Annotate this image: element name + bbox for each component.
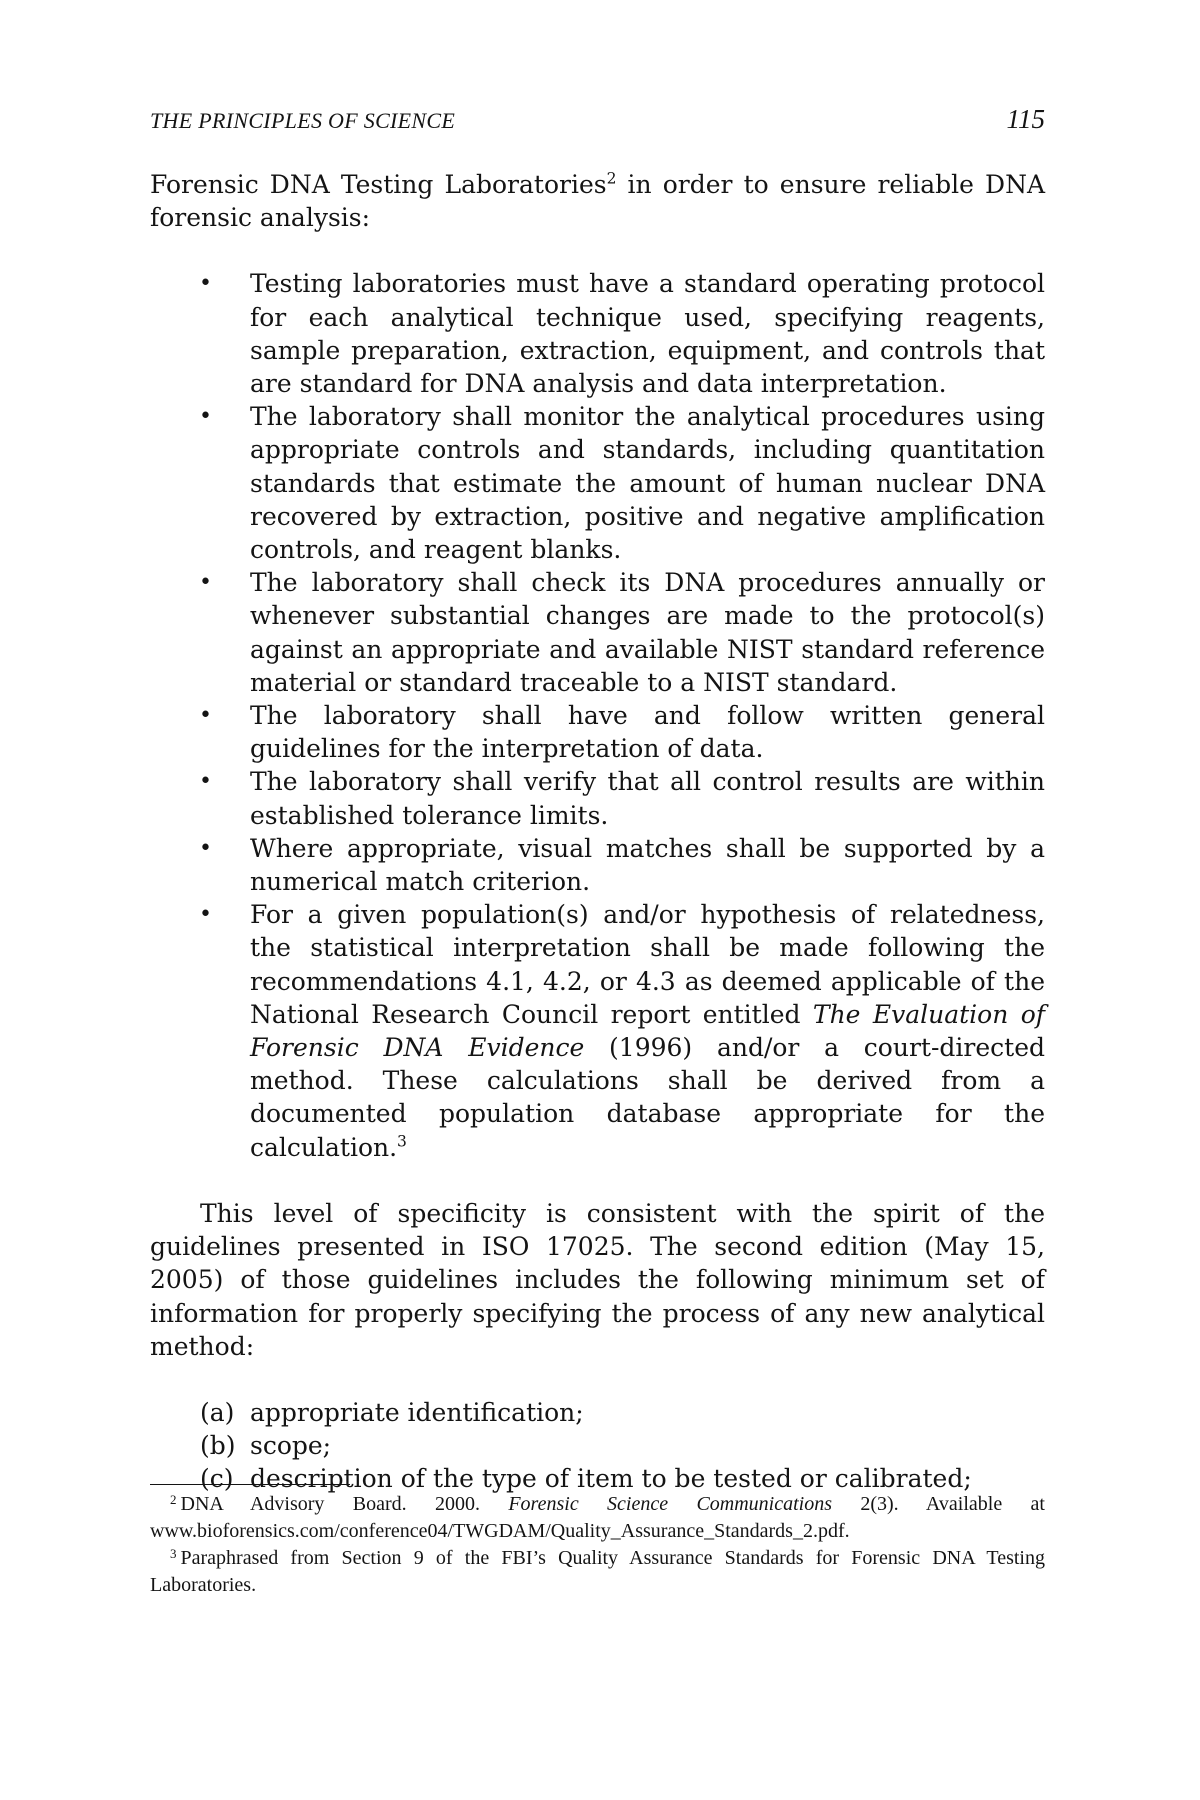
footnote-2 xyxy=(150,1491,1045,1545)
bullet-icon: • xyxy=(199,271,212,297)
enum-text: description of the type of item to be tested or calibrated; xyxy=(250,1464,972,1494)
list-item xyxy=(199,765,1045,831)
footnotes xyxy=(150,1491,1045,1599)
intro-text-after: in order to ensure reliable DNA forensic analysis: xyxy=(150,170,1045,233)
list-item xyxy=(199,400,1045,566)
intro-paragraph xyxy=(150,168,1045,234)
book-page xyxy=(150,0,1045,1800)
enum-mark: (b) xyxy=(200,1431,236,1461)
list-item xyxy=(199,699,1045,765)
bullet-icon: • xyxy=(199,570,212,596)
enum-mark: (c) xyxy=(200,1464,234,1494)
bullet-icon: • xyxy=(199,703,212,729)
footnote-ref-2[interactable]: 2 xyxy=(606,169,617,188)
list-item-text: The laboratory shall monitor the analytical procedures using appropriate controls and standards, including quantitation standards that estimate the amount of human nuclear DNA recovered by extraction, positive and negative amplification controls, and reagent blanks. xyxy=(250,402,1045,565)
list-item-text: Where appropriate, visual matches shall be supported by a numerical match criterion. xyxy=(250,833,1045,897)
report-title: The Evaluation of Forensic DNA Evidence xyxy=(250,999,1046,1063)
list-item xyxy=(199,898,1046,1164)
list-item-text-before: For a given population(s) and/or hypothesis of relatedness, the statistical interpretation shall be made following the recommendations 4.1, 4.2, or 4.3 as deemed applicable of the National Research Council report entitled xyxy=(250,900,1045,1029)
requirements-list xyxy=(150,267,1045,1163)
bullet-icon: • xyxy=(199,404,212,430)
list-item-text-after: (1996) and/or a court-directed method. These calculations shall be derived from a documented population database appropriate for the calculation. xyxy=(250,1033,1045,1162)
enumerated-list xyxy=(150,1396,1045,1496)
list-item-text: Testing laboratories must have a standard operating protocol for each analytical technique used, specifying reagents, sample preparation, extraction, equipment, and controls that are standard for DNA analysis and data interpretation. xyxy=(250,269,1045,399)
list-item-text: The laboratory shall check its DNA procedures annually or whenever substantial changes are made to the protocol(s) against an appropriate and available NIST standard reference material or standard traceable to a NIST standard. xyxy=(250,568,1045,697)
list-item xyxy=(199,566,1045,699)
enum-item xyxy=(200,1429,1045,1462)
running-title: THE PRINCIPLES OF SCIENCE xyxy=(150,108,456,133)
running-head xyxy=(150,104,1045,138)
footnote-mark: 3 xyxy=(170,1545,177,1561)
bullet-icon: • xyxy=(199,769,212,795)
footnote-divider xyxy=(150,1484,350,1485)
footnote-ref-3[interactable]: 3 xyxy=(397,1132,407,1151)
body-text xyxy=(150,168,1045,1496)
footnote-text: Paraphrased from Section 9 of the FBI’s Quality Assurance Standards for Forensic DNA Testing Laboratories. xyxy=(150,1547,1045,1596)
list-item-text: The laboratory shall verify that all control results are within established tolerance limits. xyxy=(250,767,1045,830)
iso-paragraph: This level of specificity is consistent with the spirit of the guidelines presented in ISO 17025. The second edition (May 15, 2005) of those guidelines includes the following minimum set of information for properly specifying the process of any new analytical method: xyxy=(150,1198,1045,1361)
journal-title: Forensic Science Communications xyxy=(508,1493,833,1515)
footnote-3 xyxy=(150,1545,1045,1599)
list-item-text: The laboratory shall have and follow written general guidelines for the interpretation of data. xyxy=(250,701,1045,764)
enum-text: scope; xyxy=(250,1431,332,1461)
footnote-mark: 2 xyxy=(170,1491,177,1507)
footnote-text-after: 2(3). Available at www.bioforensics.com/conference04/TWGDAM/Quality_Assurance_Standards_2.pdf. xyxy=(150,1493,1045,1542)
footnote-text-before: DNA Advisory Board. 2000. xyxy=(180,1493,509,1515)
enum-item xyxy=(200,1396,1045,1429)
intro-text-before: Forensic DNA Testing Laboratories xyxy=(150,170,607,199)
list-item xyxy=(199,832,1045,898)
enum-mark: (a) xyxy=(200,1397,235,1427)
list-item xyxy=(199,267,1045,400)
bullet-icon: • xyxy=(199,835,212,861)
page-number: 115 xyxy=(1006,104,1045,134)
bullet-icon: • xyxy=(199,902,212,928)
enum-text: appropriate identification; xyxy=(250,1397,584,1427)
